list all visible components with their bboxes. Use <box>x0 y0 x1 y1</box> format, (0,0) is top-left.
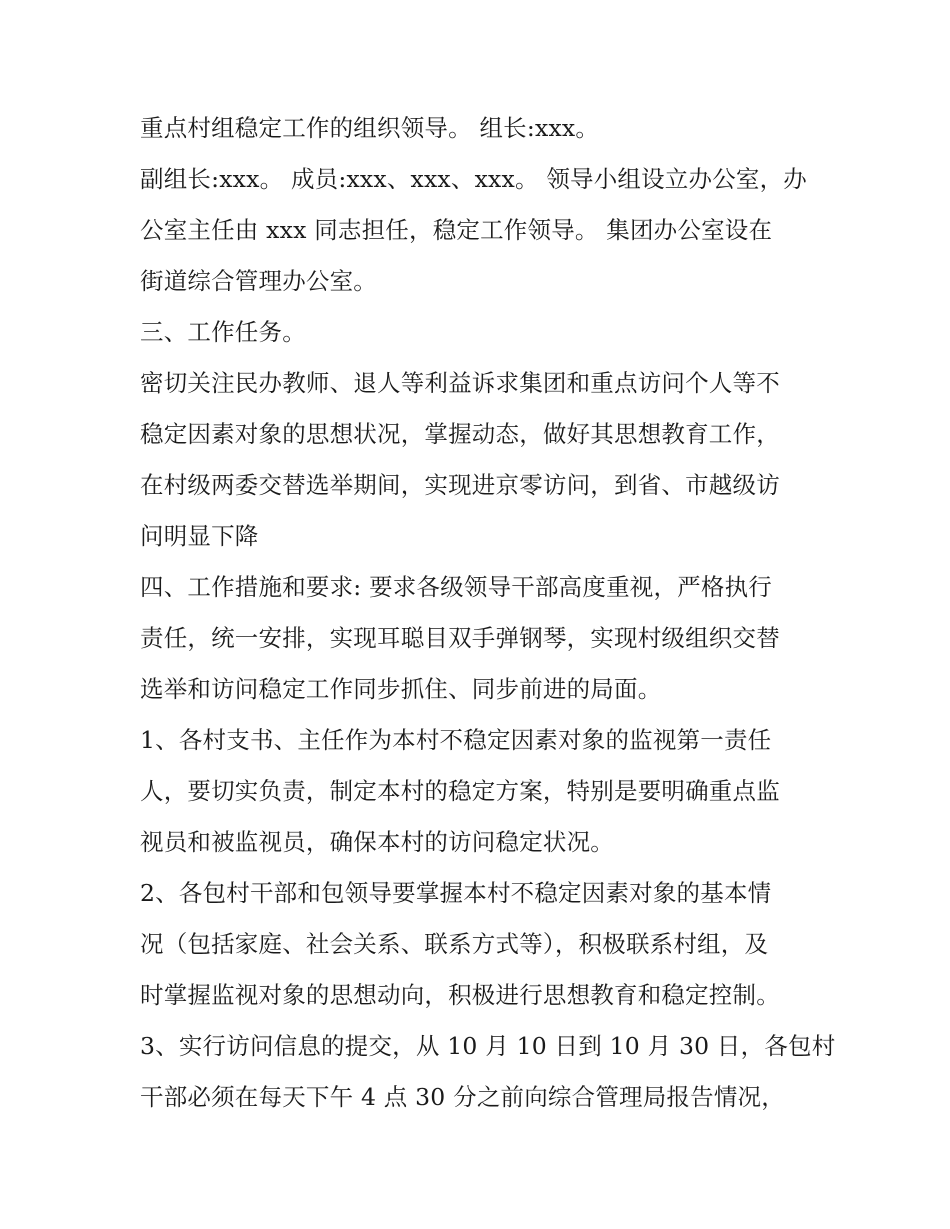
text-line: 在村级两委交替选举期间，实现进京零访问，到省、市越级访 <box>140 471 780 499</box>
text-line: 责任，统一安排，实现耳聪目双手弹钢琴，实现村级组织交替 <box>140 624 780 652</box>
text-line: 密切关注民办教师、退人等利益诉求集团和重点访问个人等不 <box>140 369 780 397</box>
text-line: 选举和访问稳定工作同步抓住、同步前进的局面。 <box>140 675 662 703</box>
text-line: 问明显下降 <box>140 522 259 550</box>
section-heading: 四、工作措施和要求: 要求各级领导干部高度重视，严格执行 <box>140 573 772 601</box>
document-body <box>140 103 836 1123</box>
text-line: 副组长:xxx。 成员:xxx、xxx、xxx。 领导小组设立办公室，办 <box>140 165 808 193</box>
text-line: 公室主任由 xxx 同志担任，稳定工作领导。 集团办公室设在 <box>140 216 773 244</box>
text-line: 稳定因素对象的思想状况，掌握动态，做好其思想教育工作， <box>140 420 780 448</box>
numbered-item-line: 1、各村支书、主任作为本村不稳定因素对象的监视第一责任 <box>140 726 772 754</box>
text-line: 况（包括家庭、社会关系、联系方式等），积极联系村组，及 <box>140 930 769 958</box>
text-line: 街道综合管理办公室。 <box>140 267 377 295</box>
text-line: 重点村组稳定工作的组织领导。 组长:xxx。 <box>140 114 600 142</box>
section-heading: 三、工作任务。 <box>140 318 306 346</box>
text-line: 时掌握监视对象的思想动向，积极进行思想教育和稳定控制。 <box>140 981 780 1009</box>
numbered-item-line: 2、各包村干部和包领导要掌握本村不稳定因素对象的基本情 <box>140 879 772 907</box>
text-line: 视员和被监视员，确保本村的访问稳定状况。 <box>140 828 614 856</box>
text-line: 人，要切实负责，制定本村的稳定方案，特别是要明确重点监 <box>140 777 780 805</box>
text-line: 干部必须在每天下午 4 点 30 分之前向综合管理局报告情况， <box>140 1083 785 1111</box>
numbered-item-line: 3、实行访问信息的提交，从 10 月 10 日到 10 月 30 日，各包村 <box>140 1032 836 1060</box>
